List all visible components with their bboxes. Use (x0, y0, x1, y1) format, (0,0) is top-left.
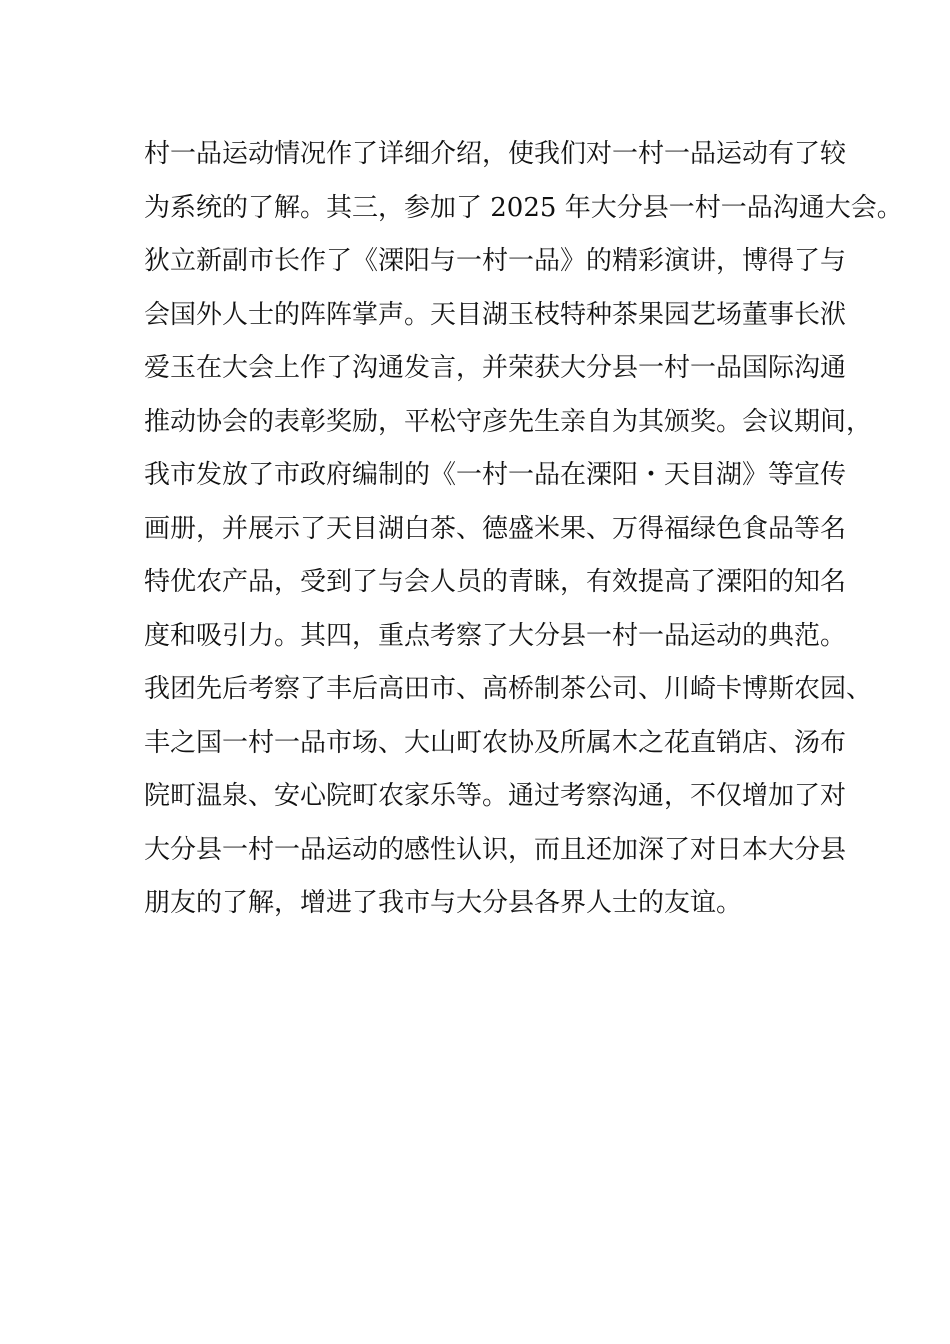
text-line: 院町温泉、安心院町农家乐等。通过考察沟通，不仅增加了对 (144, 781, 847, 811)
body-text (144, 132, 903, 935)
text-line: 会国外人士的阵阵掌声。天目湖玉枝特种茶果园艺场董事长洑 (144, 299, 847, 330)
text-line: 度和吸引力。其四，重点考察了大分县一村一品运动的典范。 (144, 620, 847, 651)
text-line: 我团先后考察了丰后高田市、高桥制茶公司、川崎卡博斯农园、 (144, 674, 873, 704)
text-line: 推动协会的表彰奖励，平松守彦先生亲自为其颁奖。会议期间， (144, 406, 873, 437)
text-line: 画册，并展示了天目湖白茶、德盛米果、万得福绿色食品等名 (144, 513, 847, 544)
text-line: 大分县一村一品运动的感性认识，而且还加深了对日本大分县 (144, 834, 847, 865)
text-line: 爱玉在大会上作了沟通发言，并荣获大分县一村一品国际沟通 (144, 353, 847, 383)
text-line: 特优农产品，受到了与会人员的青睐，有效提高了溧阳的知名 (144, 567, 847, 597)
text-line: 为系统的了解。其三，参加了 2025 年大分县一村一品沟通大会。 (144, 192, 903, 223)
text-line: 我市发放了市政府编制的《一村一品在溧阳・天目湖》等宣传 (144, 460, 847, 490)
text-line: 丰之国一村一品市场、大山町农协及所属木之花直销店、汤布 (144, 727, 847, 758)
text-line: 狄立新副市长作了《溧阳与一村一品》的精彩演讲，博得了与 (144, 246, 847, 276)
text-line: 朋友的了解，增进了我市与大分县各界人士的友谊。 (144, 888, 743, 918)
text-line: 村一品运动情况作了详细介绍，使我们对一村一品运动有了较 (144, 139, 847, 169)
